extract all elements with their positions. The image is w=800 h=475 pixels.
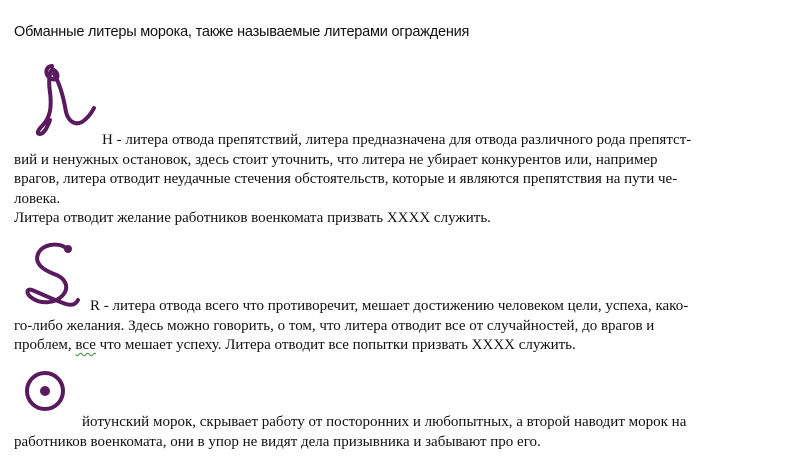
text-line: H - литера отвода препятствий, литера предназначена для отвода различного рода препятст-	[102, 132, 692, 148]
circle-dot-glyph-icon	[22, 368, 68, 414]
text-line: Литера отводит желание работников военкомата призвать ХХХХ служить.	[14, 210, 491, 226]
text-line: R - литера отвода всего что противоречит, мешает достижению человеком цели, успеха, како-	[90, 298, 689, 314]
text-line: врагов, литера отводит неудачные стечения обстоятельств, которые и являются препятствия на пути че-	[14, 171, 678, 187]
section-h-text	[14, 131, 786, 229]
text-line	[14, 336, 786, 356]
section-circle-text	[14, 413, 786, 452]
text-line: го-либо желания. Здесь можно говорить, о том, что литера отводит все от случайностей, до врагов и	[14, 317, 655, 334]
text-fragment: проблем,	[14, 337, 72, 353]
text-line: ловека.	[14, 190, 61, 207]
text-line: вий и ненужных остановок, здесь стоит уточнить, что литера не убирает конкурентов или, например	[14, 151, 658, 168]
text-fragment: что мешает успеху. Литера отводит все попытки призвать ХХХХ служить.	[99, 337, 576, 353]
page-heading: Обманные литеры морока, также называемые литерами ограждения	[14, 24, 470, 40]
text-line: работников военкомата, они в упор не видят дела призывника и забывают про его.	[14, 433, 541, 450]
spellcheck-word: все	[75, 337, 96, 353]
text-line: йотунский морок, скрывает работу от посторонних и любопытных, а второй наводит морок на	[82, 414, 687, 430]
section-r-text	[14, 297, 786, 356]
letter-h-glyph-icon	[30, 60, 100, 140]
